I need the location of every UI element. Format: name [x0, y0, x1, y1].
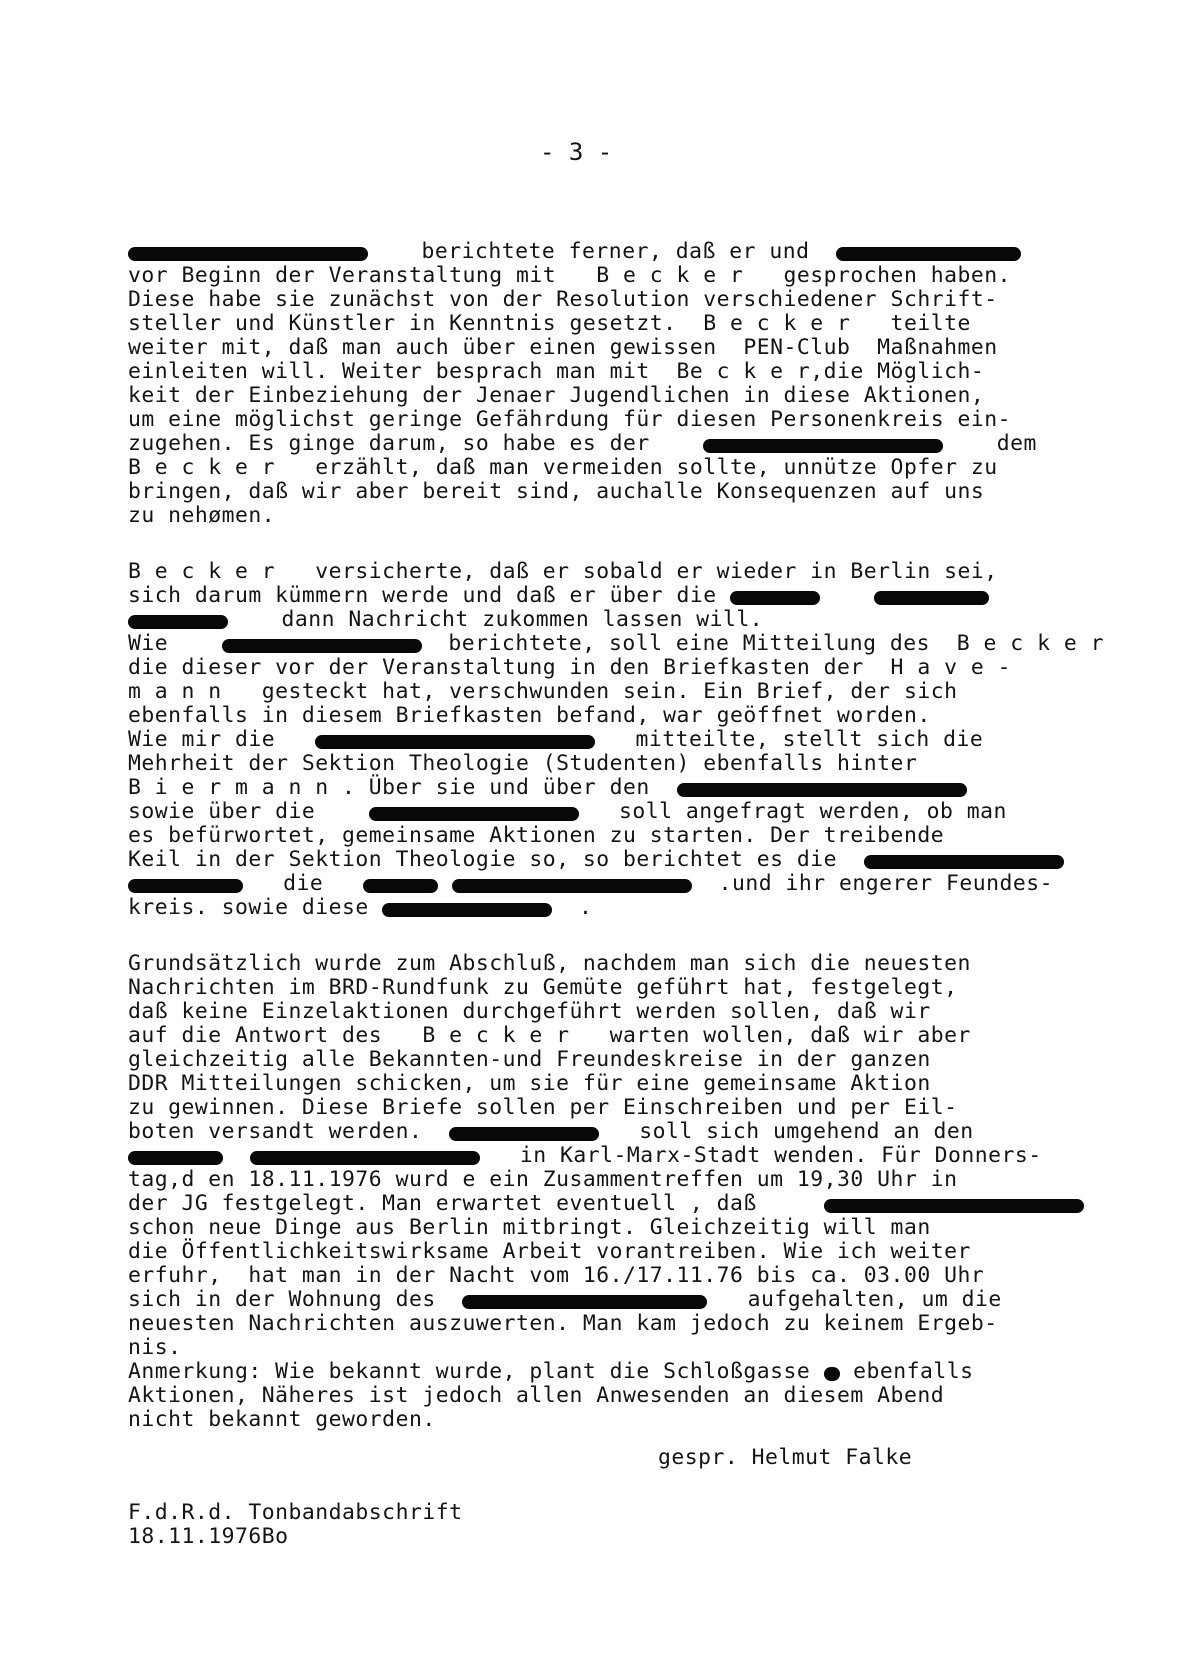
text-line: kreis. sowie diese . — [128, 895, 593, 920]
redaction-bar — [315, 735, 595, 749]
text-line: auf die Antwort des B e c k e r warten wollen, daß wir aber — [128, 1023, 971, 1048]
redaction-bar — [250, 1151, 480, 1165]
text-line: einleiten will. Weiter besprach man mit Be c k e r,die Möglich- — [128, 359, 985, 384]
text-line: neuesten Nachrichten auszuwerten. Man kam jedoch zu keinem Ergeb- — [128, 1311, 998, 1336]
text-line: der JG festgelegt. Man erwartet eventuell , daß — [128, 1192, 1084, 1216]
text-line: berichtete ferner, daß er und — [128, 240, 1021, 264]
text-line: Aktionen, Näheres ist jedoch allen Anwesenden an diesem Abend — [128, 1383, 945, 1408]
text-line: erfuhr, hat man in der Nacht vom 16./17.11.76 bis ca. 03.00 Uhr — [128, 1263, 985, 1288]
text-line: Wie berichtete, soll eine Mitteilung des B e c k e r — [128, 631, 1104, 656]
text-line: Diese habe sie zunächst von der Resolution verschiedener Schrift- — [128, 287, 998, 312]
text-line: sowie über die soll angefragt werden, ob man — [128, 799, 1007, 824]
footer-line-1: F.d.R.d. Tonbandabschrift — [128, 1500, 463, 1525]
text-line: die Öffentlichkeitswirksame Arbeit vorantreiben. Wie ich weiter — [128, 1239, 971, 1264]
footer-line-2: 18.11.1976Bo — [128, 1524, 289, 1549]
redaction-dot — [824, 1367, 840, 1381]
text-line: zu nehømen. — [128, 503, 276, 528]
text-line: nicht bekannt geworden. — [128, 1407, 436, 1432]
text-line: keit der Einbeziehung der Jenaer Jugendlichen in diese Aktionen, — [128, 383, 985, 408]
redaction-bar — [677, 783, 967, 797]
text-line: zu gewinnen. Diese Briefe sollen per Einschreiben und per Eil- — [128, 1095, 958, 1120]
text-line: B e c k e r erzählt, daß man vermeiden sollte, unnütze Opfer zu — [128, 455, 998, 480]
redaction-bar — [874, 591, 989, 605]
text-line: dann Nachricht zukommen lassen will. — [128, 608, 763, 632]
text-line: DDR Mitteilungen schicken, um sie für eine gemeinsame Aktion — [128, 1071, 931, 1096]
redaction-bar — [452, 879, 692, 893]
text-line: sich darum kümmern werde und daß er über die — [128, 584, 989, 608]
text-line: Nachrichten im BRD-Rundfunk zu Gemüte geführt hat, festgelegt, — [128, 975, 958, 1000]
redaction-bar — [128, 247, 368, 261]
redaction-bar — [363, 879, 438, 893]
text-line: Anmerkung: Wie bekannt wurde, plant die Schloßgasse ebenfalls — [128, 1359, 974, 1384]
redaction-bar — [128, 1151, 223, 1165]
redaction-bar — [836, 247, 1021, 261]
text-line: bringen, daß wir aber bereit sind, auchalle Konsequenzen auf uns — [128, 479, 985, 504]
text-line: daß keine Einzelaktionen durchgeführt werden sollen, daß wir — [128, 999, 931, 1024]
text-line: schon neue Dinge aus Berlin mitbringt. Gleichzeitig will man — [128, 1215, 931, 1240]
text-line: um eine möglichst geringe Gefährdung für diesen Personenkreis ein- — [128, 407, 1011, 432]
text-line: sich in der Wohnung des aufgehalten, um die — [128, 1287, 1002, 1312]
redaction-bar — [824, 1199, 1084, 1213]
text-line: weiter mit, daß man auch über einen gewissen PEN-Club Maßnahmen — [128, 335, 998, 360]
text-line: nis. — [128, 1335, 182, 1360]
text-line: zugehen. Es ginge darum, so habe es der dem — [128, 431, 1037, 456]
text-line: boten versandt werden. soll sich umgehend an den — [128, 1119, 974, 1144]
text-line: m a n n gesteckt hat, verschwunden sein. Ein Brief, der sich — [128, 679, 958, 704]
text-line: Mehrheit der Sektion Theologie (Studenten) ebenfalls hinter — [128, 751, 918, 776]
text-line: B e c k e r versicherte, daß er sobald er wieder in Berlin sei, — [128, 559, 998, 584]
text-line: in Karl-Marx-Stadt wenden. Für Donners- — [128, 1144, 1042, 1168]
redaction-bar — [128, 615, 228, 629]
page-number: - 3 - — [540, 138, 613, 166]
text-line: vor Beginn der Veranstaltung mit B e c k e r gesprochen haben. — [128, 263, 1011, 288]
redaction-bar — [369, 807, 579, 821]
redaction-bar — [864, 855, 1064, 869]
text-line: die dieser vor der Veranstaltung in den Briefkasten der H a v e - — [128, 655, 1011, 680]
redaction-bar — [703, 439, 943, 453]
text-line: die .und ihr engerer Feundes- — [128, 872, 1053, 896]
redaction-bar — [222, 639, 422, 653]
redaction-bar — [730, 591, 820, 605]
text-line: Wie mir die mitteilte, stellt sich die — [128, 727, 984, 752]
redaction-bar — [449, 1127, 599, 1141]
redaction-bar — [382, 903, 552, 917]
signature: gespr. Helmut Falke — [658, 1445, 913, 1470]
text-line: gleichzeitig alle Bekannten-und Freundeskreise in der ganzen — [128, 1047, 931, 1072]
text-line: Keil in der Sektion Theologie so, so berichtet es die — [128, 848, 1064, 872]
text-line: B i e r m a n n . Über sie und über den — [128, 776, 967, 800]
text-line: es befürwortet, gemeinsame Aktionen zu starten. Der treibende — [128, 823, 945, 848]
redaction-bar — [462, 1295, 707, 1309]
text-line: Grundsätzlich wurde zum Abschluß, nachdem man sich die neuesten — [128, 951, 971, 976]
redaction-bar — [128, 879, 243, 893]
text-line: steller und Künstler in Kenntnis gesetzt. B e c k e r teilte — [128, 311, 971, 336]
text-line: ebenfalls in diesem Briefkasten befand, war geöffnet worden. — [128, 703, 931, 728]
text-line: tag,d en 18.11.1976 wurd e ein Zusammentreffen um 19,30 Uhr in — [128, 1167, 958, 1192]
